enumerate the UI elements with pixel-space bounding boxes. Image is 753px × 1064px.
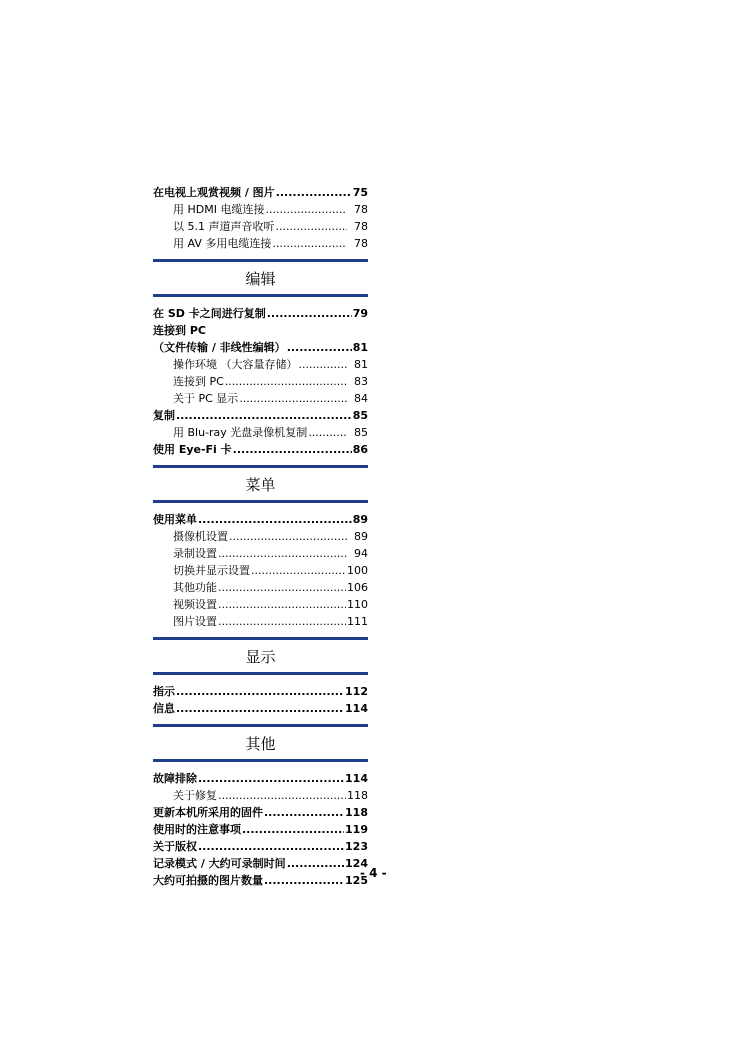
toc-entry[interactable] <box>153 700 368 717</box>
toc-entry-page: 86 <box>352 443 368 456</box>
toc-entry-page: 119 <box>345 823 368 836</box>
section-heading-display: 显示 <box>153 637 368 675</box>
toc-leader-dots <box>264 872 344 889</box>
toc-entry-page: 85 <box>352 409 368 422</box>
toc-entry[interactable] <box>153 821 368 838</box>
toc-entry-page: 114 <box>345 772 368 785</box>
toc-entry[interactable] <box>153 562 368 579</box>
toc-entry[interactable] <box>153 373 368 390</box>
toc-leader-dots <box>229 528 347 545</box>
toc-leader-dots <box>242 821 344 838</box>
toc-entry[interactable] <box>153 596 368 613</box>
toc-entry-page: 123 <box>345 840 368 853</box>
toc-entry-page: 106 <box>347 581 368 594</box>
toc-entry-page: 83 <box>354 375 368 388</box>
toc-entry-title: 使用菜单 <box>153 513 197 526</box>
toc-entry-title: （文件传输 / 非线性编辑） <box>153 341 286 354</box>
toc-leader-dots <box>225 373 347 390</box>
toc-entry-title: 信息 <box>153 702 175 715</box>
toc-entry-page: 78 <box>354 237 368 250</box>
toc-entry[interactable] <box>153 218 368 235</box>
toc-leader-dots <box>233 441 352 458</box>
toc-entry-title: 大约可拍摄的图片数量 <box>153 874 263 887</box>
toc-entry[interactable] <box>153 235 368 252</box>
toc-entry-page: 75 <box>352 186 368 199</box>
section-heading-edit: 编辑 <box>153 259 368 297</box>
toc-entry-title: 故障排除 <box>153 772 197 785</box>
toc-leader-dots <box>276 218 348 235</box>
toc-entry-title: 切换并显示设置 <box>173 564 250 577</box>
toc-group-display <box>153 683 368 717</box>
toc-entry-title: 录制设置 <box>173 547 217 560</box>
toc-entry-title: 更新本机所采用的固件 <box>153 806 263 819</box>
toc-entry-title: 用 Blu-ray 光盘录像机复制 <box>173 426 308 439</box>
toc-leader-dots <box>176 700 344 717</box>
toc-entry-page: 81 <box>352 341 368 354</box>
toc-entry-title: 在电视上观赏视频 / 图片 <box>153 186 275 199</box>
toc-entry[interactable] <box>153 770 368 787</box>
toc-entry[interactable] <box>153 322 368 339</box>
toc-entry-title: 关于 PC 显示 <box>173 392 239 405</box>
toc-entry[interactable] <box>153 528 368 545</box>
toc-entry[interactable] <box>153 613 368 630</box>
toc-entry-title: 连接到 PC <box>153 324 206 337</box>
toc-entry-page: 81 <box>354 358 368 371</box>
toc-leader-dots <box>218 545 347 562</box>
toc-entry-title: 复制 <box>153 409 175 422</box>
toc-entry-page: 114 <box>345 702 368 715</box>
toc-entry-page: 118 <box>347 789 368 802</box>
toc-leader-dots <box>267 305 352 322</box>
toc-entry[interactable] <box>153 356 368 373</box>
toc-leader-dots <box>265 201 347 218</box>
toc-entry-title: 其他功能 <box>173 581 217 594</box>
toc-entry-page: 125 <box>345 874 368 887</box>
toc-entry-page: 118 <box>345 806 368 819</box>
toc-leader-dots <box>218 596 346 613</box>
toc-entry[interactable] <box>153 305 368 322</box>
toc-leader-dots <box>287 339 352 356</box>
toc-entry-title: 用 HDMI 电缆连接 <box>173 203 265 216</box>
toc-entry-title: 使用时的注意事项 <box>153 823 241 836</box>
toc-entry[interactable] <box>153 184 368 201</box>
toc-leader-dots <box>218 787 346 804</box>
toc-leader-dots <box>251 562 346 579</box>
toc-group-edit <box>153 305 368 458</box>
section-heading-menu: 菜单 <box>153 465 368 503</box>
toc-leader-dots <box>218 613 346 630</box>
toc-entry-page: 78 <box>354 220 368 233</box>
toc-entry-page: 110 <box>347 598 368 611</box>
toc-entry[interactable] <box>153 855 368 872</box>
toc-entry-page: 124 <box>345 857 368 870</box>
toc-entry-title: 记录模式 / 大约可录制时间 <box>153 857 286 870</box>
toc-entry-title: 指示 <box>153 685 175 698</box>
table-of-contents <box>153 184 368 889</box>
toc-entry-title: 关于版权 <box>153 840 197 853</box>
toc-entry[interactable] <box>153 390 368 407</box>
toc-entry[interactable] <box>153 201 368 218</box>
toc-entry-page: 94 <box>354 547 368 560</box>
toc-entry[interactable] <box>153 872 368 889</box>
toc-entry-title: 关于修复 <box>173 789 217 802</box>
toc-leader-dots <box>218 579 346 596</box>
toc-leader-dots <box>276 184 352 201</box>
toc-entry-title: 用 AV 多用电缆连接 <box>173 237 272 250</box>
toc-entry[interactable] <box>153 424 368 441</box>
toc-entry[interactable] <box>153 441 368 458</box>
toc-leader-dots <box>176 407 352 424</box>
toc-entry[interactable] <box>153 838 368 855</box>
toc-entry[interactable] <box>153 683 368 700</box>
toc-entry-title: 在 SD 卡之间进行复制 <box>153 307 266 320</box>
toc-entry-title: 摄像机设置 <box>173 530 228 543</box>
toc-group-tv <box>153 184 368 252</box>
toc-entry-page: 112 <box>345 685 368 698</box>
toc-entry-page: 79 <box>352 307 368 320</box>
toc-entry-page: 78 <box>354 203 368 216</box>
toc-entry-page: 89 <box>352 513 368 526</box>
toc-entry[interactable] <box>153 579 368 596</box>
toc-leader-dots <box>308 424 347 441</box>
toc-entry-title: 操作环境 （大容量存储） <box>173 358 298 371</box>
toc-entry-title: 视频设置 <box>173 598 217 611</box>
toc-entry[interactable] <box>153 339 368 356</box>
toc-entry[interactable] <box>153 407 368 424</box>
toc-entry-title: 以 5.1 声道声音收听 <box>173 220 275 233</box>
toc-leader-dots <box>272 235 347 252</box>
toc-entry[interactable] <box>153 787 368 804</box>
toc-entry-page: 100 <box>347 564 368 577</box>
toc-entry[interactable] <box>153 804 368 821</box>
toc-entry-title: 使用 Eye-Fi 卡 <box>153 443 232 456</box>
page-number: - 4 - <box>360 866 387 880</box>
toc-entry-page: 84 <box>354 392 368 405</box>
toc-entry-title: 连接到 PC <box>173 375 224 388</box>
toc-leader-dots <box>287 855 344 872</box>
toc-group-menu <box>153 511 368 630</box>
toc-leader-dots <box>198 770 344 787</box>
section-heading-other: 其他 <box>153 724 368 762</box>
toc-entry-page: 111 <box>347 615 368 628</box>
toc-entry-title: 图片设置 <box>173 615 217 628</box>
toc-leader-dots <box>176 683 344 700</box>
toc-leader-dots <box>198 511 352 528</box>
toc-entry[interactable] <box>153 545 368 562</box>
toc-leader-dots <box>198 838 344 855</box>
toc-entry[interactable] <box>153 511 368 528</box>
toc-leader-dots <box>264 804 344 821</box>
toc-leader-dots <box>239 390 347 407</box>
toc-entry-page: 85 <box>354 426 368 439</box>
toc-entry-page: 89 <box>354 530 368 543</box>
toc-leader-dots <box>299 356 348 373</box>
toc-group-other <box>153 770 368 889</box>
